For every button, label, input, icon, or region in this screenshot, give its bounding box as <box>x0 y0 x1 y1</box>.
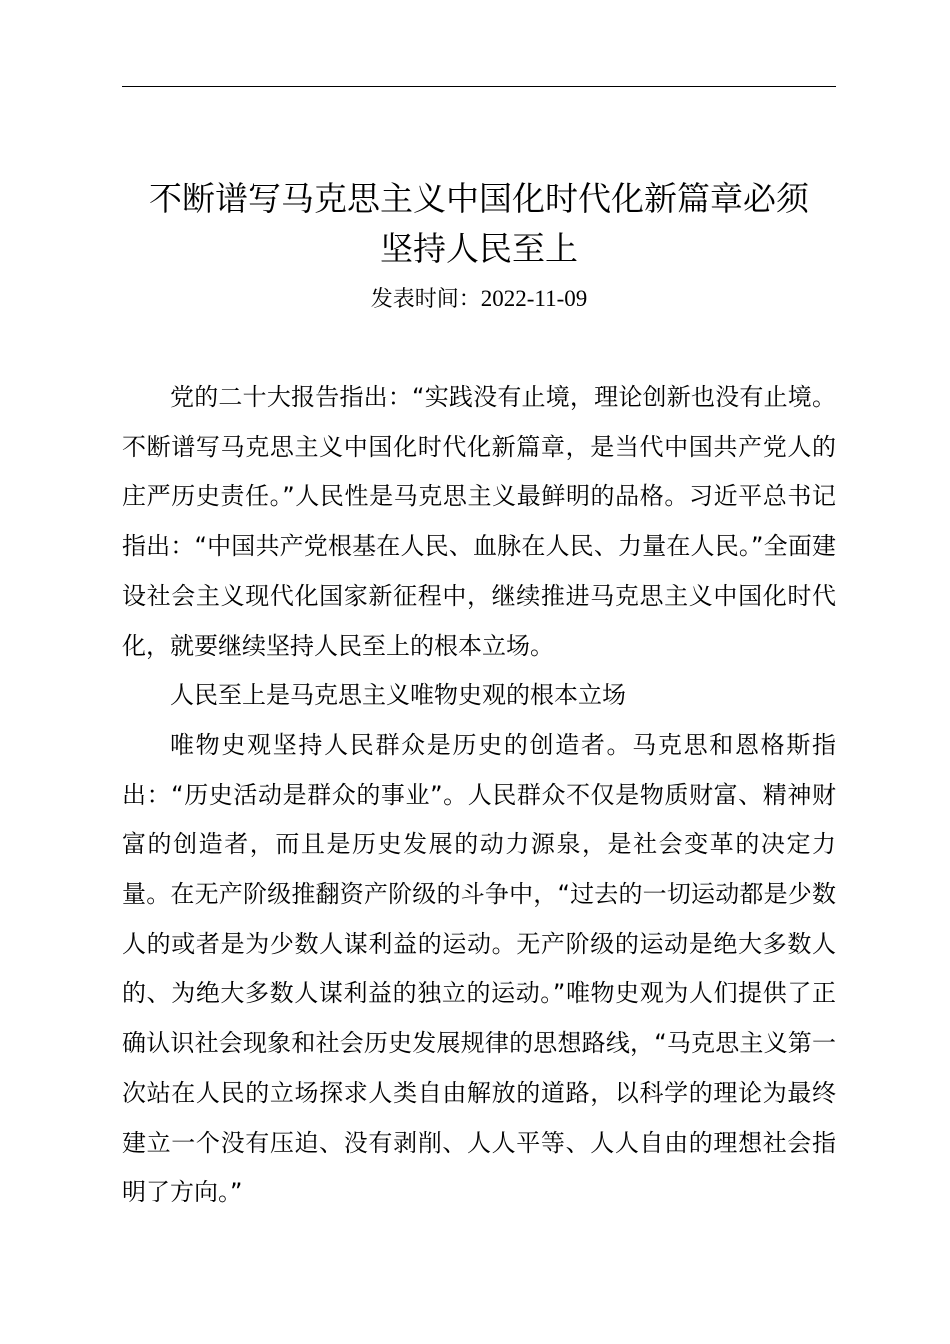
publish-date-label: 发表时间： <box>370 287 481 312</box>
publish-date-value: 2022-11-09 <box>480 286 588 311</box>
paragraph-intro: 党的二十大报告指出：“实践没有止境，理论创新也没有止境。不断谱写马克思主义中国化时代化新篇章，是当代中国共产党人的庄严历史责任。”人民性是马克思主义最鲜明的品格。习近平总书记指出：“中国共产党根基在人民、血脉在人民、力量在人民。”全面建设社会主义现代化国家新征程中，继续推进马克思主义中国化时代化，就要继续坚持人民至上的根本立场。 <box>122 383 836 660</box>
article-body <box>122 373 836 1218</box>
header-rule <box>122 86 836 87</box>
title-line-1: 不断谱写马克思主义中国化时代化新篇章必须 <box>149 179 809 218</box>
title-line-2: 坚持人民至上 <box>380 229 578 268</box>
paragraph-historical-materialism: 唯物史观坚持人民群众是历史的创造者。马克思和恩格斯指出：“历史活动是群众的事业”。人民群众不仅是物质财富、精神财富的创造者，而且是历史发展的动力源泉，是社会变革的决定力量。在无产阶级推翻资产阶级的斗争中，“过去的一切运动都是少数人的或者是为少数人谋利益的运动。无产阶级的运动是绝大多数人的、为绝大多数人谋利益的独立的运动。”唯物史观为人们提供了正确认识社会现象和社会历史发展规律的思想路线，“马克思主义第一次站在人民的立场探求人类自由解放的道路，以科学的理论为最终建立一个没有压迫、没有剥削、人人平等、人人自由的理想社会指明了方向。” <box>122 730 836 1207</box>
publish-date <box>122 283 836 316</box>
section-heading: 人民至上是马克思主义唯物史观的根本立场 <box>170 681 626 710</box>
article-title <box>110 174 848 274</box>
